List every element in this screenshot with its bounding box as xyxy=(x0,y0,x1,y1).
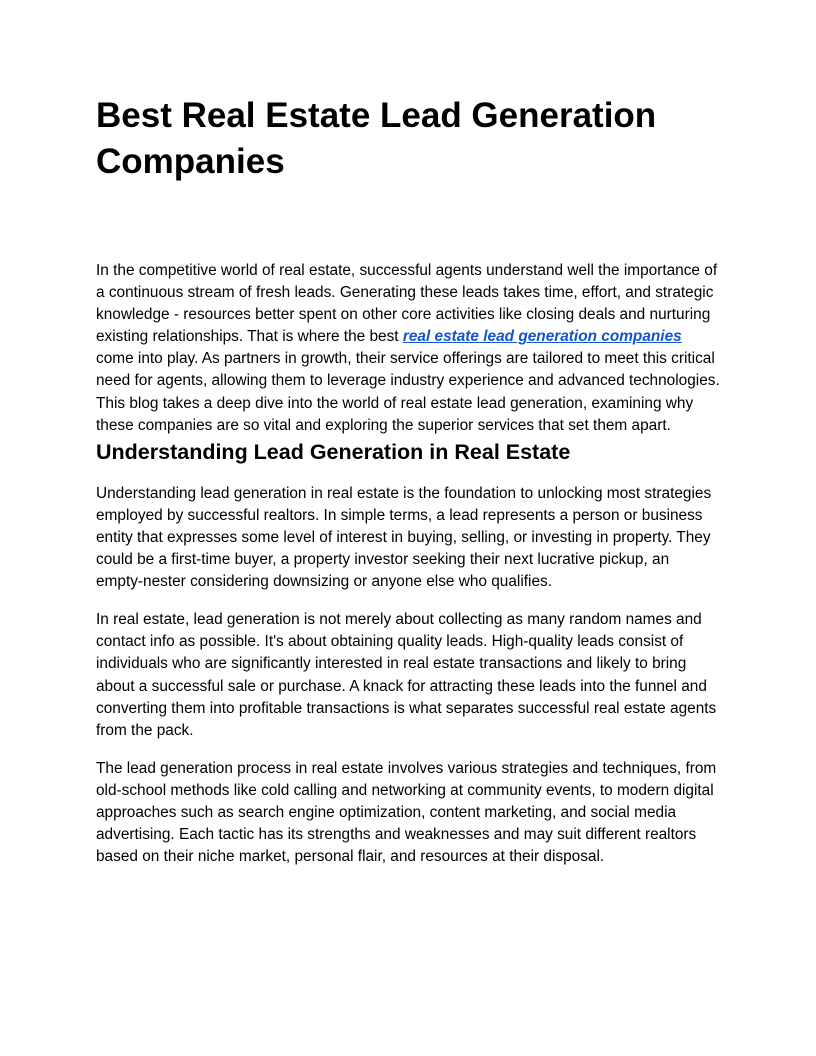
intro-paragraph xyxy=(96,260,720,437)
section-paragraph-1: Understanding lead generation in real estate is the foundation to unlocking most strategies employed by successful realtors. In simple terms, a lead represents a person or business entity that expresses some level of interest in buying, selling, or investing in property. They could be a first-time buyer, a property investor seeking their next lucrative pickup, an empty-nester considering downsizing or anyone else who qualifies. xyxy=(96,484,712,591)
lead-generation-companies-link[interactable]: real estate lead generation companies xyxy=(402,328,682,346)
section-paragraph-2: In real estate, lead generation is not merely about collecting as many random names and contact info as possible. It's about obtaining quality leads. High-quality leads consist of individuals who are significantly interested in real estate transactions and likely to bring about a successful sale or purchase. A knack for attracting these leads into the funnel and converting them into profitable transactions is what separates successful real estate agents from the pack. xyxy=(96,611,717,739)
intro-text-after-link: come into play. As partners in growth, their service offerings are tailored to meet this critical need for agents, allowing them to leverage industry experience and advanced technologies. This blog takes a deep dive into the world of real estate lead generation, examining why these companies are so vital and exploring the superior services that set them apart. xyxy=(96,350,720,434)
document-title: Best Real Estate Lead Generation Companies xyxy=(96,96,657,181)
document-page xyxy=(96,93,720,884)
intro-text-before-link: In the competitive world of real estate, successful agents understand well the importance of a continuous stream of fresh leads. Generating these leads takes time, effort, and strategic knowledge - resources better spent on other core activities like closing deals and nurturing existing relationships. That is where the best xyxy=(96,262,718,346)
section-heading: Understanding Lead Generation in Real Estate xyxy=(96,439,571,464)
section-paragraph-3: The lead generation process in real estate involves various strategies and techniques, from old-school methods like cold calling and networking at community events, to modern digital approaches such as search engine optimization, content marketing, and social media advertising. Each tactic has its strengths and weaknesses and may suit different realtors based on their niche market, personal flair, and resources at their disposal. xyxy=(96,759,717,866)
